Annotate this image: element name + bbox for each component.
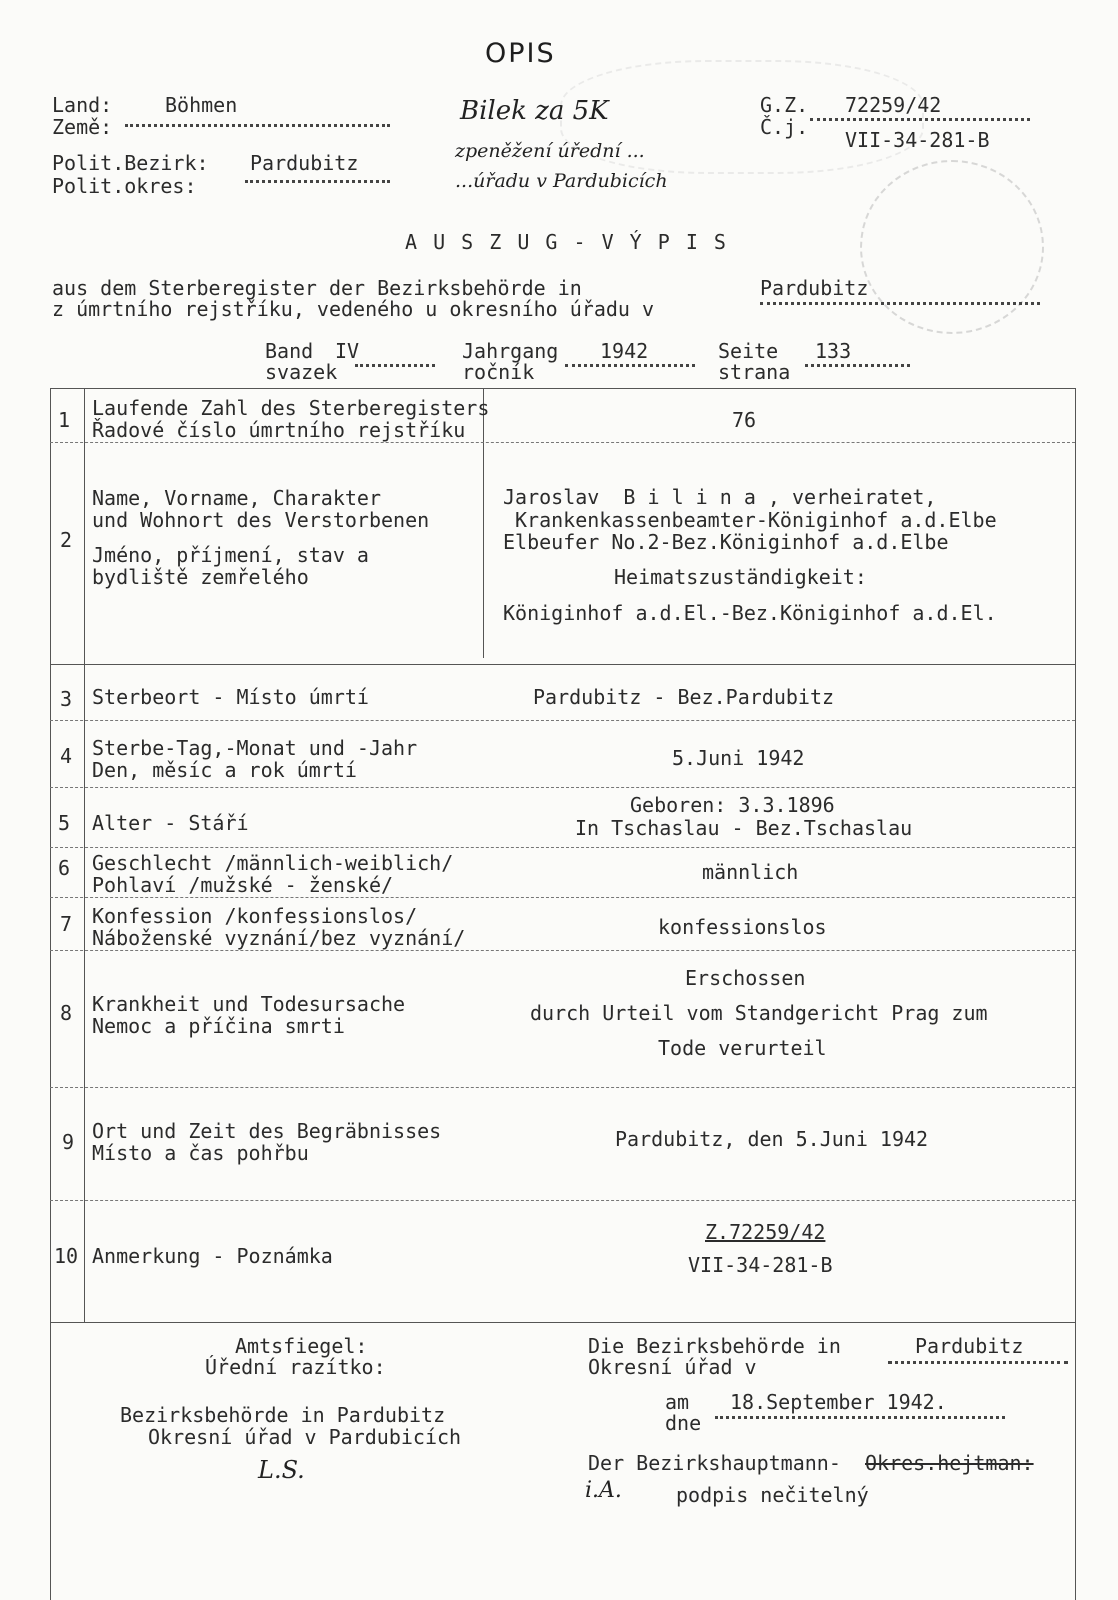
row-6-label: Geschlecht /männlich-weiblich/ <box>92 851 454 875</box>
row-4-number: 4 <box>60 744 73 768</box>
date-value: 18.September 1942. <box>730 1390 947 1414</box>
row-2-label: und Wohnort des Verstorbenen <box>92 508 430 532</box>
row-9-number: 9 <box>62 1130 75 1154</box>
cj-value: VII-34-281-B <box>845 128 990 152</box>
row-5-number: 5 <box>58 811 71 835</box>
behoerde-label-cz: Okresní úřad v <box>588 1355 757 1379</box>
row-10-value: Z.72259/42 <box>705 1220 826 1244</box>
number-column-divider <box>84 388 85 1323</box>
dotted-line <box>805 364 910 367</box>
row-8-value: durch Urteil vom Standgericht Prag zum <box>530 1001 988 1025</box>
dotted-line <box>888 1361 1068 1364</box>
okres-label: Polit.okres: <box>52 174 197 198</box>
row-separator <box>50 1200 1075 1201</box>
row-6-value: männlich <box>702 860 799 884</box>
row-7-label-cz: Náboženské vyznání/bez vyznání/ <box>92 926 466 950</box>
row2-column-divider <box>483 388 484 658</box>
dotted-line <box>715 1416 1005 1419</box>
band-label: Band <box>265 339 314 363</box>
svazek-label: svazek <box>265 360 338 384</box>
row-2-label: Name, Vorname, Charakter <box>92 486 381 510</box>
source-de: aus dem Sterberegister der Bezirksbehörde in <box>52 276 582 300</box>
deceased-name: Jaroslav B i l i n a , verheiratet, <box>503 485 937 509</box>
table-top-border <box>50 388 1075 389</box>
row-4-label-cz: Den, měsíc a rok úmrtí <box>92 758 357 782</box>
deceased-occupation: Krankenkassenbeamter-Königinhof a.d.Elbe <box>515 508 997 532</box>
row-7-label: Konfession /konfessionslos/ <box>92 904 418 928</box>
dotted-line <box>355 364 435 367</box>
jahrgang-value: 1942 <box>600 339 649 363</box>
row-8-value: Erschossen <box>685 966 806 990</box>
band-value: IV <box>335 339 360 363</box>
seite-label: Seite <box>718 339 779 363</box>
row-9-label: Ort und Zeit des Begräbnisses <box>92 1119 442 1143</box>
deceased-address: Elbeufer No.2-Bez.Königinhof a.d.Elbe <box>503 530 949 554</box>
row-5-label: Alter - Stáří <box>92 811 249 835</box>
land-value: Böhmen <box>165 93 238 117</box>
gz-label: G.Z. <box>760 93 809 117</box>
table-left-border <box>50 388 51 1600</box>
gz-value: 72259/42 <box>845 93 942 117</box>
row-4-label: Sterbe-Tag,-Monat und -Jahr <box>92 736 418 760</box>
behoerde-value: Pardubitz <box>915 1334 1024 1358</box>
row-separator <box>50 720 1075 721</box>
ia-signature: i.A. <box>585 1478 622 1503</box>
row-5-value-place: In Tschaslau - Bez.Tschaslau <box>575 816 913 840</box>
row-2-label-cz: Jméno, příjmení, stav a <box>92 543 369 567</box>
table-right-border <box>1075 388 1076 1600</box>
bezirk-value: Pardubitz <box>250 151 359 175</box>
seite-value: 133 <box>815 339 852 363</box>
row-7-number: 7 <box>60 912 73 936</box>
dotted-line <box>245 180 390 183</box>
source-cz: z úmrtního rejstříku, vedeného u okresního úřadu v <box>52 297 655 321</box>
document-title: OPIS <box>485 38 556 69</box>
dotted-line <box>760 302 1040 305</box>
row-6-label-cz: Pohlaví /mužské - ženské/ <box>92 873 394 897</box>
dotted-line <box>810 118 1030 121</box>
row-4-value: 5.Juni 1942 <box>672 746 805 770</box>
row-8-label: Krankheit und Todesursache <box>92 992 406 1016</box>
row-10-label: Anmerkung - Poznámka <box>92 1244 333 1268</box>
seal-label: Amtsfiegel: <box>235 1334 368 1358</box>
row-8-number: 8 <box>60 1001 73 1025</box>
row-3-label: Sterbeort - Místo úmrtí <box>92 685 369 709</box>
signer-label-struck: Okres.hejtman: <box>865 1451 1034 1475</box>
row-1-number: 1 <box>58 408 71 432</box>
office-cz: Okresní úřad v Pardubicích <box>148 1425 462 1449</box>
row-6-number: 6 <box>58 856 71 880</box>
handwritten-note-1: Bilek za 5K <box>460 96 609 126</box>
row-8-value: Tode verurteil <box>658 1036 827 1060</box>
behoerde-label: Die Bezirksbehörde in <box>588 1334 841 1358</box>
row-5-value: Geboren: 3.3.1896 <box>630 793 835 817</box>
signer-label: Der Bezirkshauptmann- <box>588 1451 841 1475</box>
row-10-number: 10 <box>54 1244 79 1268</box>
row-2-number: 2 <box>60 528 73 552</box>
handwritten-note-2: zpeněžení úřední ... <box>455 140 645 162</box>
row-separator <box>50 950 1075 951</box>
date-label-cz: dne <box>665 1411 702 1435</box>
row-8-label-cz: Nemoc a příčina smrti <box>92 1014 345 1038</box>
row-7-value: konfessionslos <box>658 915 827 939</box>
land-label: Land: <box>52 93 113 117</box>
auszug-heading: A U S Z U G - V Ý P I S <box>405 230 728 254</box>
strana-label: strana <box>718 360 791 384</box>
dotted-line <box>565 364 695 367</box>
row-separator <box>50 442 1075 443</box>
heimat-value: Königinhof a.d.El.-Bez.Königinhof a.d.El. <box>503 601 997 625</box>
signature-note: podpis nečitelný <box>676 1483 869 1507</box>
row-10-value: VII-34-281-B <box>688 1253 833 1277</box>
seal-label-cz: Úřední razítko: <box>205 1355 386 1379</box>
row-3-value: Pardubitz - Bez.Pardubitz <box>533 685 835 709</box>
jahrgang-label: Jahrgang <box>462 339 559 363</box>
zeme-label: Země: <box>52 115 113 139</box>
rocnik-label: ročník <box>462 360 535 384</box>
row-separator <box>50 1322 1075 1323</box>
office-de: Bezirksbehörde in Pardubitz <box>120 1403 446 1427</box>
ls-signature: L.S. <box>258 1456 305 1484</box>
row-1-label: Laufende Zahl des Sterberegisters <box>92 396 490 420</box>
row-1-value: 76 <box>732 408 757 432</box>
bezirk-label: Polit.Bezirk: <box>52 151 209 175</box>
row-separator <box>50 787 1075 788</box>
date-label: am <box>665 1390 690 1414</box>
faded-stamp <box>860 160 1044 334</box>
source-de-value: Pardubitz <box>760 276 869 300</box>
heimat-label: Heimatszuständigkeit: <box>614 565 867 589</box>
handwritten-note-3: ...úřadu v Pardubicích <box>455 170 668 192</box>
row-separator <box>50 897 1075 898</box>
row-separator <box>50 664 1075 665</box>
dotted-line <box>125 124 390 127</box>
row-2-label-cz: bydliště zemřelého <box>92 565 309 589</box>
row-1-label-cz: Řadové číslo úmrtního rejstříku <box>92 418 466 442</box>
cj-label: Č.j. <box>760 115 809 139</box>
row-3-number: 3 <box>60 687 73 711</box>
row-separator <box>50 1087 1075 1088</box>
row-9-label-cz: Místo a čas pohřbu <box>92 1141 309 1165</box>
row-separator <box>50 847 1075 848</box>
row-9-value: Pardubitz, den 5.Juni 1942 <box>615 1127 929 1151</box>
